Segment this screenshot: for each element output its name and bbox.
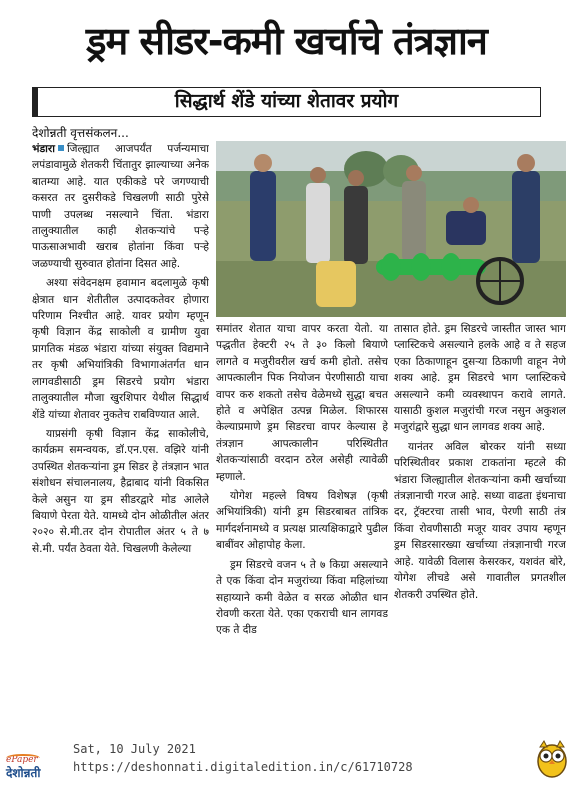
dateline-place: भंडारा xyxy=(32,143,55,155)
paragraph: योगेश महल्ले विषय विशेषज्ञ (कृषी अभियांत्रिकी) यांनी ड्रम सिडरबाबत तांत्रिक मार्गदर्शनामध्ये व प्रत्यक्ष प्रात्यक्षिकाद्वारे पुढील बाबींवर ओहापोह केला. xyxy=(216,490,388,552)
article-column-1 xyxy=(32,141,209,721)
paragraph: समांतर शेतात याचा वापर करता येतो. या पद्धतीत हेक्टरी २५ ते ३० किलो बियाणे लागते व मजुरीवरील खर्च कमी होतो. तसेच आपत्कालीन पिक नियोजन पेरणीसाठी याचा वापर करु शकतो तसेच वेळेमध्ये सुद्धा बचत होते व अपेक्षित उत्पन्न मिळेल. शिफारस केल्याप्रमाणे ड्रम सिडरचा वापर केल्यास हे तंत्रज्ञान आपत्कालीन परिस्थितीत शेतकऱ्यांसाठी वरदान ठरेल असेही त्यावेळी म्हणाले. xyxy=(216,323,388,483)
paragraph: यानंतर अविल बोरकर यांनी सध्या परिस्थितीवर प्रकाश टाकतांना म्हटले की भंडारा जिल्ह्यातील शेतकऱ्यांना कमी खर्चाच्या तंत्रज्ञानाची गरज आहे. सध्या वाढता इंधनाचा दर, ट्रॅक्टरचा तासी भाव, पेरणी साठी तंत्र किंवा रोवणीसाठी मजूर यावर उपाय म्हणून ड्रम सिडरसारख्या खर्चाच्या तंत्रज्ञानाची गरज आहे. यावेळी विलास केसरकर, यशवंत बोरे, योगेश लीचडे असे गावातील प्रगतशील शेतकरी उपस्थित होते. xyxy=(394,440,566,601)
article-column-2 xyxy=(216,321,388,721)
subheadline: सिद्धार्थ शेंडे यांच्या शेतावर प्रयोग xyxy=(174,90,399,112)
paragraph: तासात होते. ड्रम सिडरचे जास्तीत जास्त भाग प्लास्टिकचे असल्याने हलके आहे व ते सहज एका ठिकाणाहून दुसऱ्या ठिकाणी वाहून नेणे शक्य आहे. ड्रम सिडरचे भाग प्लास्टिकचे असल्याने कमी व्यवस्थापन करावे लागते. यासाठी कुशल मजुरांची गरज नसुन अकुशल मजुरांद्वारे सुद्धा धान लागवड शक्य आहे. xyxy=(394,323,566,434)
subheadline-box xyxy=(32,87,541,117)
paragraph: याप्रसंगी कृषी विज्ञान केंद्र साकोलीचे, कार्यक्रम समन्वयक, डॉ.एन.एस. वझिरे यांनी उपस्थित शेतकऱ्यांना ड्रम सिडर हे तंत्रज्ञान भात संशोधन संचालनालय, हैद्राबाद यांनी विकसित केले असुन या ड्रम सीडरद्वारे मोड आलेले बियाणे पेरता येते. यामध्ये दोन ओळीतील अंतर २०२० से.मी.तर दोन रोपातील अंतर ५ ते ७ से.मी. पर्यंत ठेवता येते. चिखलणी केलेल्या xyxy=(32,427,209,555)
logo-line-1: ePaper xyxy=(6,755,38,765)
field-photo-illustration xyxy=(216,141,566,317)
paragraph: जिल्ह्यात आजपर्यंत पर्जन्यमाचा लपंडावामुळे शेतकरी चिंतातुर झाल्याच्या अनेक बातम्या आहे. यात एकीकडे परे जगण्याची कसरत तर दुसरीकडे चिखलणी साठी पुरेसे पाणी उपलब्ध नसल्याने चिंता. भंडारा तालुक्यातील काही शेतकऱ्यांचे पऱ्हे पाऊसाअभावी खराब होतांना किंवा पऱ्हे जळण्याची सुरुवात होतांना दिसत आहे. xyxy=(32,143,209,270)
article-column-3 xyxy=(394,321,566,721)
footer xyxy=(0,735,573,786)
epaper-logo[interactable] xyxy=(6,747,66,781)
edition-url[interactable]: https://deshonnati.digitaledition.in/c/61710728 xyxy=(73,760,413,774)
logo-swoosh-icon xyxy=(6,754,40,762)
news-credit: देशोन्नती वृत्तसंकलन... xyxy=(32,126,129,140)
logo-line-2: देशोन्नती xyxy=(6,766,41,780)
subheadline-bar xyxy=(33,88,38,116)
edition-date: Sat, 10 July 2021 xyxy=(73,742,196,756)
paragraph: ड्रम सिडरचे वजन ५ ते ७ किग्रा असल्याने ते एक किंवा दोन मजुरांच्या किंवा महिलांच्या सहाय्याने कमी वेळेत व सरळ ओळीत धान रोवणी करता येते. एका एकराची धान लागवड एक ते दीड xyxy=(216,558,388,637)
paragraph: अश्या संवेदनक्षम हवामान बदलामुळे कृषी क्षेत्रात धान शेतीतील उत्पादकतेवर होणारा परिणाम निश्चीत आहे. यावर प्रयोग म्हणून कृषी विज्ञान केंद्र साकोली व ग्रामीण युवा प्रागतिक मंडळ भंडारा यांच्या संयुक्त विद्यमाने तर कृषी अभियांत्रिकी विभागाअंतर्गत धान लागवडीसाठी ड्रम सिडरचे प्रयोग भंडारा तालुक्यातील मौजा खुरशिपार येथील सिद्धार्थ शेंडे यांच्या शेतावर नुकतेच राबविण्यात आले. xyxy=(32,277,209,421)
article-photo xyxy=(216,141,566,317)
owl-icon xyxy=(536,739,568,779)
dateline-square-icon xyxy=(58,145,64,151)
headline: ड्रम सीडर-कमी खर्चाचे तंत्रज्ञान xyxy=(86,19,487,63)
